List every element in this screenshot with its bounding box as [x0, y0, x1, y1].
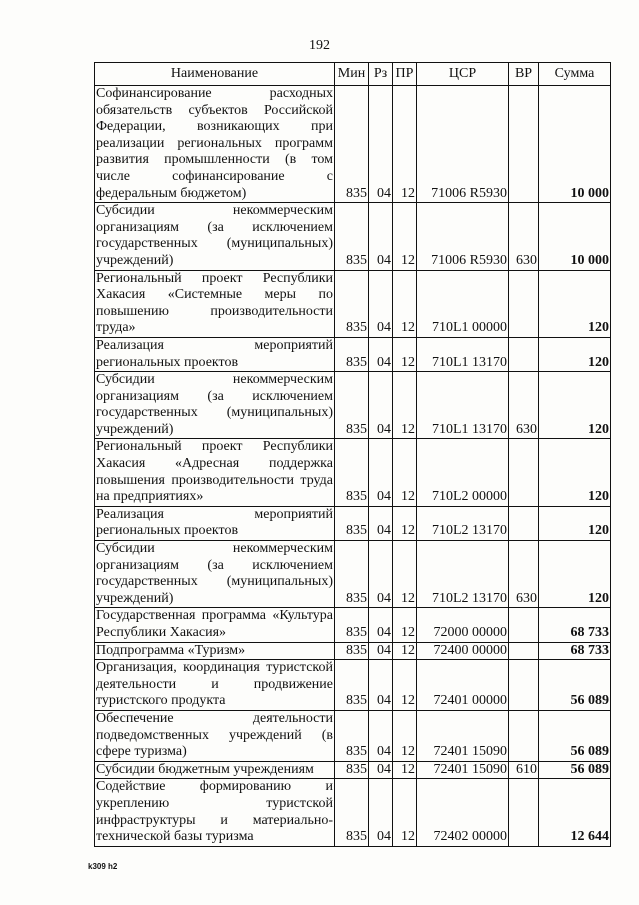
header-sum: Сумма [539, 63, 611, 86]
row-name: Субсидии некоммерческим организациям (за исключением государственных (муниципальных) учреждений) [95, 203, 335, 270]
row-rz: 04 [369, 372, 393, 439]
row-rz: 04 [369, 506, 393, 540]
row-name: Организация, координация туристской деятельности и продвижение туристского продукта [95, 660, 335, 711]
row-sum: 68 733 [539, 608, 611, 642]
row-csr: 710L2 13170 [417, 506, 509, 540]
row-rz: 04 [369, 660, 393, 711]
row-csr: 710L1 00000 [417, 270, 509, 337]
row-sum: 56 089 [539, 761, 611, 779]
row-sum: 10 000 [539, 86, 611, 203]
row-rz: 04 [369, 608, 393, 642]
row-sum: 120 [539, 372, 611, 439]
row-pr: 12 [393, 660, 417, 711]
row-name: Реализация мероприятий региональных проектов [95, 337, 335, 371]
header-pr: ПР [393, 63, 417, 86]
row-name: Подпрограмма «Туризм» [95, 642, 335, 660]
page-number: 192 [309, 38, 330, 53]
row-name: Региональный проект Республики Хакасия «Адресная поддержка повышения производительности труда на предприятиях» [95, 439, 335, 506]
row-pr: 12 [393, 608, 417, 642]
row-name: Реализация мероприятий региональных проектов [95, 506, 335, 540]
row-vr [509, 608, 539, 642]
row-rz: 04 [369, 541, 393, 608]
row-sum: 56 089 [539, 710, 611, 761]
row-name: Субсидии бюджетным учреждениям [95, 761, 335, 779]
row-vr [509, 439, 539, 506]
row-pr: 12 [393, 86, 417, 203]
row-vr: 610 [509, 761, 539, 779]
row-vr [509, 779, 539, 846]
row-min: 835 [335, 660, 369, 711]
row-min: 835 [335, 337, 369, 371]
row-pr: 12 [393, 779, 417, 846]
row-min: 835 [335, 270, 369, 337]
table-row [95, 86, 611, 203]
row-sum: 56 089 [539, 660, 611, 711]
budget-table [94, 62, 611, 847]
header-min: Мин [335, 63, 369, 86]
row-name: Обеспечение деятельности подведомственных учреждений (в сфере туризма) [95, 710, 335, 761]
row-sum: 120 [539, 270, 611, 337]
row-name: Субсидии некоммерческим организациям (за исключением государственных (муниципальных) учреждений) [95, 541, 335, 608]
row-vr [509, 506, 539, 540]
row-pr: 12 [393, 541, 417, 608]
row-name: Субсидии некоммерческим организациям (за исключением государственных (муниципальных) учреждений) [95, 372, 335, 439]
row-rz: 04 [369, 203, 393, 270]
row-name: Государственная программа «Культура Республики Хакасия» [95, 608, 335, 642]
row-min: 835 [335, 506, 369, 540]
row-csr: 72000 00000 [417, 608, 509, 642]
header-vr: ВР [509, 63, 539, 86]
row-vr [509, 710, 539, 761]
row-csr: 710L1 13170 [417, 372, 509, 439]
row-pr: 12 [393, 439, 417, 506]
row-vr [509, 337, 539, 371]
row-min: 835 [335, 761, 369, 779]
row-csr: 710L2 13170 [417, 541, 509, 608]
row-vr [509, 86, 539, 203]
row-csr: 72401 15090 [417, 761, 509, 779]
row-rz: 04 [369, 710, 393, 761]
row-sum: 120 [539, 439, 611, 506]
row-rz: 04 [369, 270, 393, 337]
row-name: Софинансирование расходных обязательств субъектов Российской Федерации, возникающих при реализации региональных программ развития промышленности (в том числе софинансирование с федеральным бюджетом) [95, 86, 335, 203]
table-row [95, 203, 611, 270]
table-row [95, 608, 611, 642]
row-vr [509, 660, 539, 711]
row-csr: 710L2 00000 [417, 439, 509, 506]
row-pr: 12 [393, 203, 417, 270]
row-csr: 72401 15090 [417, 710, 509, 761]
table-row [95, 337, 611, 371]
row-sum: 120 [539, 541, 611, 608]
row-rz: 04 [369, 439, 393, 506]
table-row [95, 439, 611, 506]
row-vr: 630 [509, 541, 539, 608]
row-vr: 630 [509, 372, 539, 439]
row-min: 835 [335, 86, 369, 203]
row-pr: 12 [393, 761, 417, 779]
row-rz: 04 [369, 642, 393, 660]
row-name: Региональный проект Республики Хакасия «Системные меры по повышению производительности труда» [95, 270, 335, 337]
row-rz: 04 [369, 86, 393, 203]
row-pr: 12 [393, 506, 417, 540]
row-sum: 12 644 [539, 779, 611, 846]
row-min: 835 [335, 779, 369, 846]
row-pr: 12 [393, 710, 417, 761]
footer-code: k309 h2 [88, 862, 118, 871]
row-vr [509, 270, 539, 337]
row-sum: 10 000 [539, 203, 611, 270]
row-csr: 71006 R5930 [417, 203, 509, 270]
row-pr: 12 [393, 270, 417, 337]
table-row [95, 761, 611, 779]
table-row [95, 506, 611, 540]
table-row [95, 270, 611, 337]
table-row [95, 372, 611, 439]
row-min: 835 [335, 642, 369, 660]
header-csr: ЦСР [417, 63, 509, 86]
row-min: 835 [335, 608, 369, 642]
row-vr [509, 642, 539, 660]
row-sum: 120 [539, 506, 611, 540]
row-rz: 04 [369, 779, 393, 846]
row-csr: 72401 00000 [417, 660, 509, 711]
table-body [95, 86, 611, 847]
row-pr: 12 [393, 372, 417, 439]
row-name: Содействие формированию и укреплению туристской инфраструктуры и материально-технической базы туризма [95, 779, 335, 846]
row-min: 835 [335, 372, 369, 439]
row-sum: 120 [539, 337, 611, 371]
row-min: 835 [335, 439, 369, 506]
table-header-row [95, 63, 611, 86]
row-csr: 71006 R5930 [417, 86, 509, 203]
row-rz: 04 [369, 337, 393, 371]
row-vr: 630 [509, 203, 539, 270]
header-name: Наименование [95, 63, 335, 86]
table-row [95, 660, 611, 711]
table-row [95, 642, 611, 660]
row-csr: 72402 00000 [417, 779, 509, 846]
header-rz: Рз [369, 63, 393, 86]
row-csr: 72400 00000 [417, 642, 509, 660]
row-pr: 12 [393, 337, 417, 371]
row-min: 835 [335, 203, 369, 270]
row-sum: 68 733 [539, 642, 611, 660]
table-row [95, 541, 611, 608]
table-row [95, 779, 611, 846]
table-row [95, 710, 611, 761]
row-min: 835 [335, 541, 369, 608]
row-csr: 710L1 13170 [417, 337, 509, 371]
row-rz: 04 [369, 761, 393, 779]
row-min: 835 [335, 710, 369, 761]
row-pr: 12 [393, 642, 417, 660]
